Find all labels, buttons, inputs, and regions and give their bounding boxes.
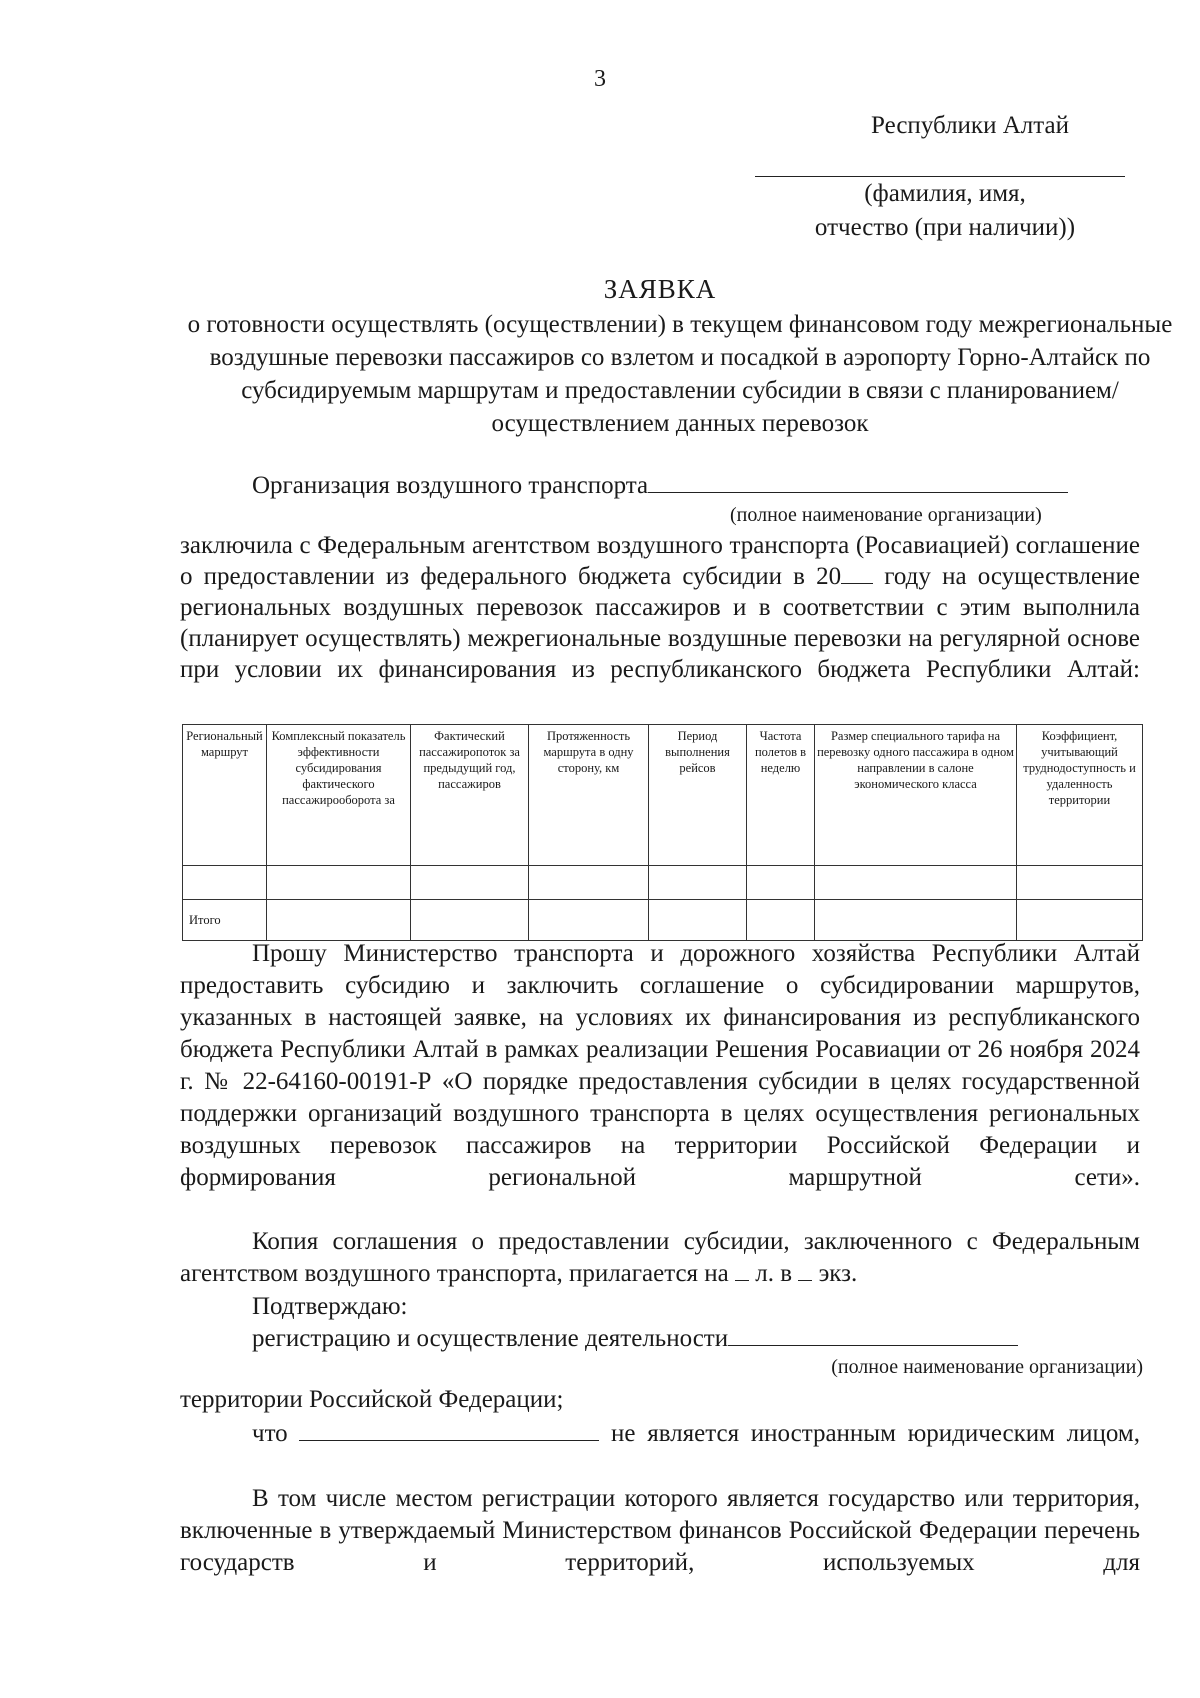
table-cell[interactable] bbox=[529, 900, 649, 941]
addressee-name-blank bbox=[755, 160, 1125, 177]
pages-blank bbox=[735, 1260, 749, 1281]
confirm-territory: территории Российской Федерации; bbox=[180, 1386, 564, 1413]
table-cell[interactable] bbox=[267, 900, 411, 941]
confirm-registration: регистрацию и осуществление деятельности bbox=[180, 1323, 1140, 1355]
year-blank bbox=[841, 563, 873, 584]
org-label: Организация воздушного транспорта bbox=[252, 472, 649, 499]
table-cell[interactable] bbox=[183, 866, 267, 900]
header-special-tariff: Размер специального тарифа на перевозку одного пассажира в одном направлении в салоне экономического класса bbox=[815, 725, 1017, 866]
header-remoteness-coefficient: Коэффициент, учитывающий труднодоступность и удаленность территории bbox=[1017, 725, 1143, 866]
table-cell[interactable] bbox=[815, 866, 1017, 900]
document-title: ЗАЯВКА bbox=[603, 274, 717, 304]
paragraph-agreement: заключила с Федеральным агентством воздушного транспорта (Росавиацией) соглашение о предоставлении из федерального бюджета субсидии в 20 году на осуществление региональных воздушных перевозок пассажиров и в соответствии с этим выполнила (планирует осуществлять) межрегиональные воздушные перевозки на регулярной основе при условии их финансирования из республиканского бюджета Республики Алтай: bbox=[180, 532, 1140, 683]
header-flight-period: Период выполнения рейсов bbox=[649, 725, 747, 866]
table-cell[interactable] bbox=[649, 866, 747, 900]
registration-org-blank bbox=[728, 1325, 1018, 1346]
confirm-not-foreign: что не является иностранным юридическим лицом, bbox=[252, 1420, 1140, 1447]
routes-table bbox=[182, 724, 1143, 941]
paragraph-offshore: В том числе местом регистрации которого является государство или территория, включенные в утверждаемый Министерством финансов Российской Федерации перечень государств и территорий, используемых для bbox=[180, 1485, 1140, 1576]
addressee-fio-caption-1: (фамилия, имя, bbox=[864, 180, 1026, 207]
table-total-row bbox=[183, 900, 1143, 941]
table-row bbox=[183, 866, 1143, 900]
paragraph-request: Прошу Министерство транспорта и дорожного хозяйства Республики Алтай предоставить субсидию и заключить соглашение о субсидировании маршрутов, указанных в настоящей заявке, на условиях их финансирования из республиканского бюджета Республики Алтай в рамках реализации Решения Росавиации от 26 ноября 2024 г. № 22-64160-00191-Р «О порядке предоставления субсидии в целях государственной поддержки организаций воздушного транспорта в целях осуществления региональных воздушных перевозок пассажиров на территории Российской Федерации и формирования региональной маршрутной сети». bbox=[180, 940, 1140, 1191]
table-cell[interactable] bbox=[1017, 900, 1143, 941]
table-cell[interactable] bbox=[747, 866, 815, 900]
org-name-blank bbox=[648, 472, 1068, 493]
header-route-length: Протяженность маршрута в одну сторону, км bbox=[529, 725, 649, 866]
header-passenger-flow: Фактический пассажиропоток за предыдущий год, пассажиров bbox=[411, 725, 529, 866]
table-header-row bbox=[183, 725, 1143, 866]
page-number: 3 bbox=[594, 66, 606, 92]
org-line bbox=[180, 470, 1140, 502]
org-not-foreign-blank bbox=[299, 1420, 599, 1441]
table-cell[interactable] bbox=[815, 900, 1017, 941]
total-label: Итого bbox=[183, 900, 267, 941]
header-regional-route: Региональный маршрут bbox=[183, 725, 267, 866]
table-cell[interactable] bbox=[411, 866, 529, 900]
addressee-fio-caption-2: отчество (при наличии)) bbox=[814, 214, 1076, 241]
confirm-label: Подтверждаю: bbox=[252, 1293, 408, 1320]
table-cell[interactable] bbox=[267, 866, 411, 900]
paragraph-copy: Копия соглашения о предоставлении субсидии, заключенного с Федеральным агентством воздушного транспорта, прилагается на л. в экз. bbox=[180, 1228, 1140, 1287]
copies-blank bbox=[798, 1260, 812, 1281]
registration-caption: (полное наименование организации) bbox=[831, 1356, 1143, 1378]
org-caption: (полное наименование организации) bbox=[730, 504, 1042, 526]
header-frequency: Частота полетов в неделю bbox=[747, 725, 815, 866]
table-cell[interactable] bbox=[529, 866, 649, 900]
table-cell[interactable] bbox=[747, 900, 815, 941]
table-cell[interactable] bbox=[411, 900, 529, 941]
addressee-line: Республики Алтай bbox=[871, 112, 1069, 139]
table-cell[interactable] bbox=[1017, 866, 1143, 900]
header-efficiency-indicator: Комплексный показатель эффективности субсидирования фактического пассажирооборота за bbox=[267, 725, 411, 866]
document-subtitle: о готовности осуществлять (осуществлении) в текущем финансовом году межрегиональные воздушные перевозки пассажиров со взлетом и посадкой в аэропорту Горно-Алтайск по субсидируемым маршрутам и предоставлении субсидии в связи с планированием/осуществлением данных перевозок bbox=[187, 311, 1173, 437]
table-cell[interactable] bbox=[649, 900, 747, 941]
